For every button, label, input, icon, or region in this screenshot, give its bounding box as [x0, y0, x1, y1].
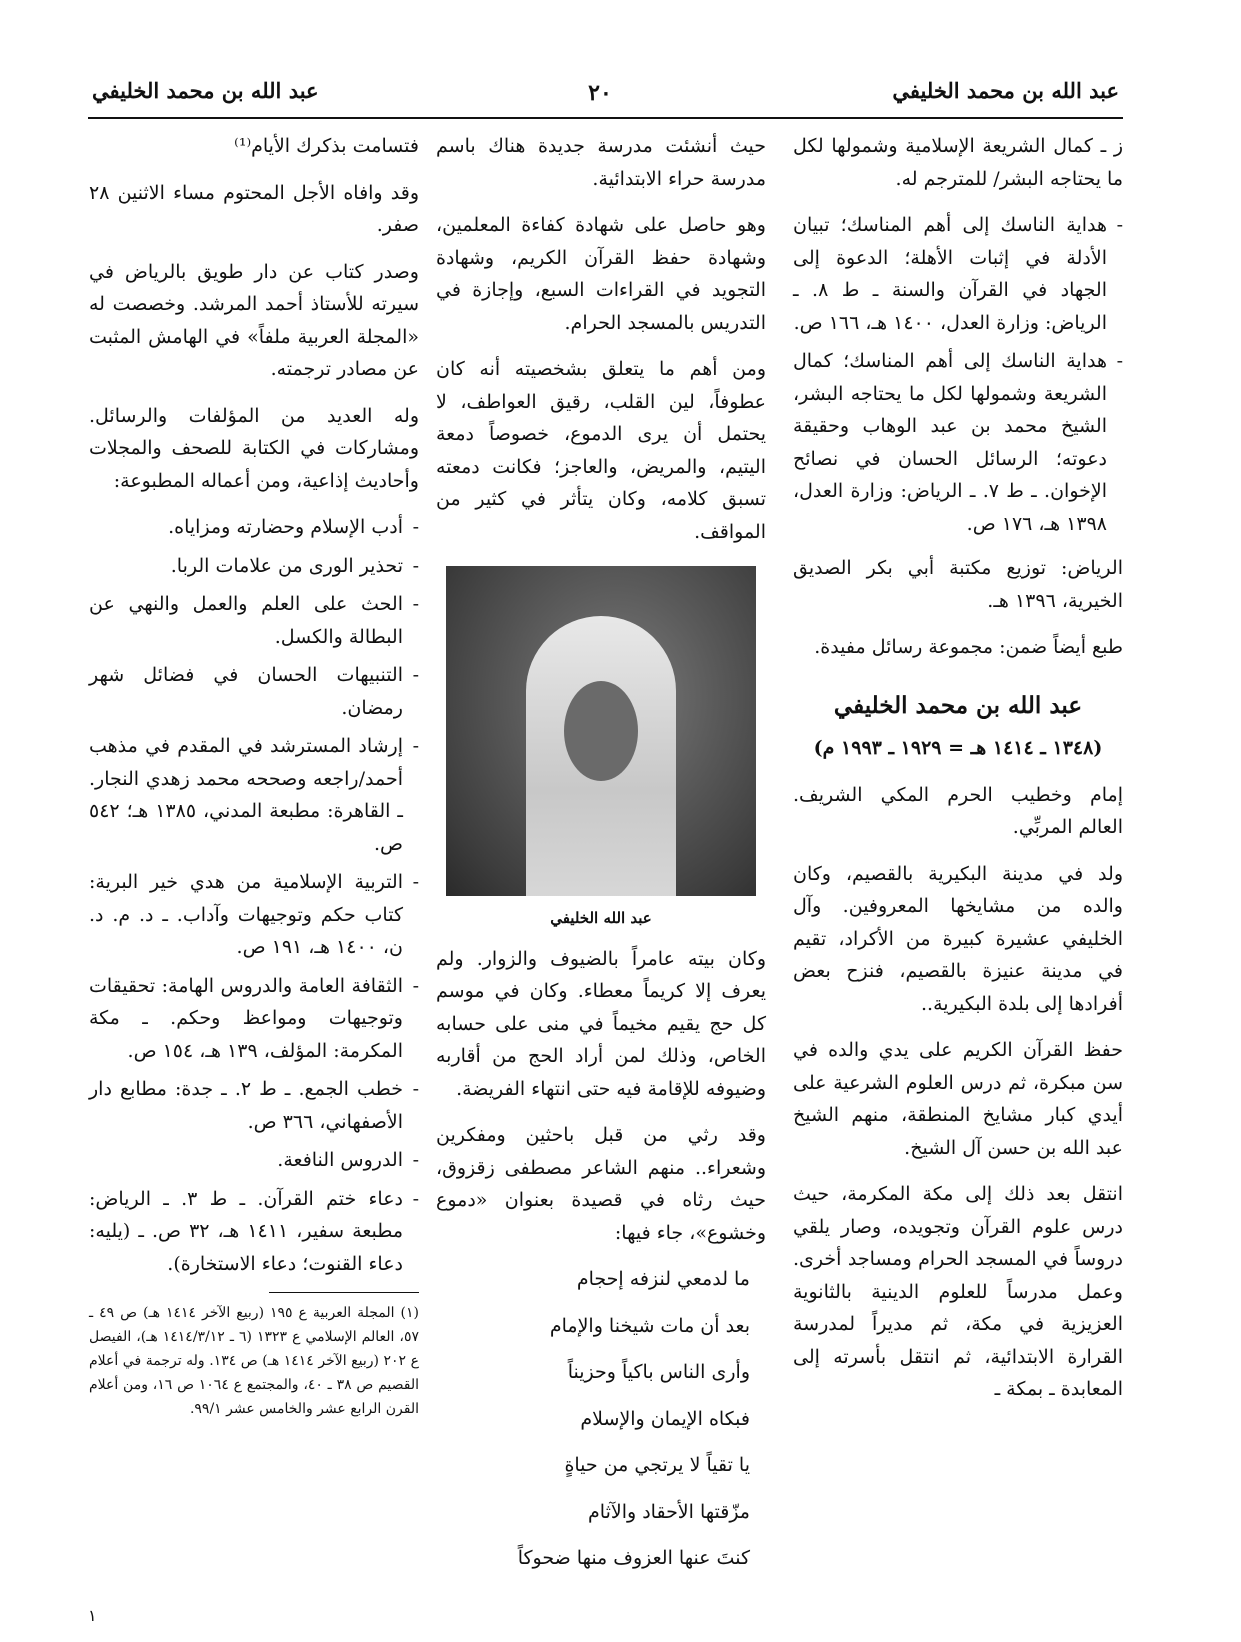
poem-line: مزّقتها الأحقاد والآثام: [588, 1500, 750, 1523]
list-item: - التربية الإسلامية من هدي خير البرية: كتاب حكم وتوجيهات وآداب. ـ د. م. د. ن، ١٤٠٠ هـ، ١٩١ ص.: [89, 866, 419, 964]
poem-line: ما لدمعي لنزفه إحجام: [576, 1268, 750, 1290]
paragraph: حيث أنشئت مدرسة جديدة هناك باسم مدرسة حراء الابتدائية.: [436, 135, 766, 190]
list-item: - إرشاد المسترشد في المقدم في مذهب أحمد/راجعه وصححه محمد زهدي النجار. ـ القاهرة: مطبعة المدني، ١٣٨٥ هـ؛ ٥٤٢ ص.: [89, 730, 419, 860]
paragraph: وقد رثي من قبل باحثين ومفكرين وشعراء.. منهم الشاعر مصطفى زقزوق، حيث رثاه في قصيدة بعنوان «دموع وخشوع»، جاء فيها:: [436, 1124, 766, 1244]
column-middle: [436, 130, 766, 1589]
paragraph: الرياض: توزيع مكتبة أبي بكر الصديق الخيرية، ١٣٩٦ هـ.: [793, 557, 1123, 612]
list-item: - هداية الناسك إلى أهم المناسك؛ كمال الشريعة وشمولها لكل ما يحتاجه البشر، الشيخ محمد بن عبد الوهاب وحقيقة دعوته؛ الرسائل الحسان في نصائح الإخوان. ـ ط ٧. ـ الرياض: وزارة العدل، ١٣٩٨ هـ، ١٧٦ ص.: [793, 345, 1123, 540]
list-item: - أدب الإسلام وحضارته ومزاياه.: [89, 511, 419, 544]
list-item: - الثقافة العامة والدروس الهامة: تحقيقات وتوجيهات ومواعظ وحكم. ـ مكة المكرمة: المؤلف، ١٣٩ هـ، ١٥٤ ص.: [89, 970, 419, 1068]
list-item: - الحث على العلم والعمل والنهي عن البطالة والكسل.: [89, 588, 419, 653]
poem-line: بعد أن مات شيخنا والإمام: [549, 1314, 750, 1337]
poem-line: يا تقياً لا يرتجي من حياةٍ: [564, 1454, 750, 1476]
paragraph: ومن أهم ما يتعلق بشخصيته أنه كان عطوفاً، لين القلب، رقيق العواطف، لا يحتمل أن يرى الدموع، خصوصاً دمعة اليتيم، والمريض، والعاجز؛ فكانت دمعته تسبق كلامه، وكان يتأثر في كثير من المواقف.: [436, 358, 766, 543]
page-mark: ١: [88, 1606, 97, 1625]
list-item: - هداية الناسك إلى أهم المناسك؛ تبيان الأدلة في إثبات الأهلة؛ الدعوة إلى الجهاد في القرآن والسنة ـ ط ٨. ـ الرياض: وزارة العدل، ١٤٠٠ هـ، ١٦٦ ص.: [793, 209, 1123, 339]
list-item: - خطب الجمع. ـ ط ٢. ـ جدة: مطابع دار الأصفهاني، ٣٦٦ ص.: [89, 1073, 419, 1138]
section-title: عبد الله بن محمد الخليفي: [833, 691, 1083, 719]
works-list: [89, 511, 419, 1280]
poem-line: فبكاه الإيمان والإسلام: [580, 1407, 750, 1430]
section-dates: (١٣٤٨ ـ ١٤١٤ هـ = ١٩٢٩ ـ ١٩٩٣ م): [813, 737, 1103, 759]
header-rule: [88, 117, 1123, 119]
paragraph: وله العديد من المؤلفات والرسائل. ومشاركات في الكتابة للصحف والمجلات وأحاديث إذاعية، ومن أعماله المطبوعة:: [89, 404, 419, 492]
column-left: [89, 130, 419, 1421]
column-right: [793, 130, 1123, 1420]
paragraph: انتقل بعد ذلك إلى مكة المكرمة، حيث درس علوم القرآن وتجويده، وصار يلقي دروساً في المسجد الحرام ومساجد أخرى. وعمل مدرساً للعلوم الدينية بالثانوية العزيزية في مكة، ثم مديراً لمدرسة القرارة الابتدائية، ثم انتقل بأسرته إلى المعابدة ـ بمكة ـ: [793, 1183, 1123, 1400]
paragraph: حفظ القرآن الكريم على يدي والده في سن مبكرة، ثم درس العلوم الشرعية على أيدي كبار مشايخ المنطقة، منهم الشيخ عبد الله بن حسن آل الشيخ.: [793, 1039, 1123, 1159]
list-item: - الدروس النافعة.: [89, 1144, 419, 1177]
paragraph: إمام وخطيب الحرم المكي الشريف. العالم المربِّي.: [793, 783, 1123, 838]
verse-end: فتسامت بذكرك الأيام⁽¹⁾: [234, 135, 419, 157]
footnote: (١) المجلة العربية ع ١٩٥ (ربيع الآخر ١٤١٤ هـ) ص ٤٩ ـ ٥٧، العالم الإسلامي ع ١٣٢٣ (٦ ـ ١٤١٤/٣/١٢ هـ)، الفيصل ع ٢٠٢ (ربيع الآخر ١٤١٤ هـ) ص ١٣٤. وله ترجمة في أعلام القصيم ص ٣٨ ـ ٤٠، والمجتمع ع ١٠٦٤ ص ١٦، ومن أعلام القرن الرابع عشر والخامس عشر ٩٩/١.: [89, 1305, 419, 1417]
paragraph: وهو حاصل على شهادة كفاءة المعلمين، وشهادة حفظ القرآن الكريم، وشهادة التجويد في القراءات السبع، وإجازة في التدريس بالمسجد الحرام.: [436, 214, 766, 334]
photo-caption: عبد الله الخليفي: [550, 909, 652, 927]
paragraph: وكان بيته عامراً بالضيوف والزوار. ولم يعرف إلا كريماً معطاء. وكان في موسم كل حج يقيم مخيماً في منى على حسابه الخاص، وذلك لمن أراد الحج من أقاربه وضيوفه للإقامة فيه حتى انتهاء الفريضة.: [436, 947, 766, 1100]
portrait-photo: [446, 566, 756, 896]
paragraph: ولد في مدينة البكيرية بالقصيم، وكان والده من مشايخها المعروفين. وآل الخليفي عشيرة كبيرة من الأكراد، تقيم في مدينة عنيزة بالقصيم، فنزح بعض أفرادها إلى بلدة البكيرية..: [793, 862, 1123, 1015]
page-number: ٢٠: [588, 80, 612, 106]
works-list-cont: [793, 209, 1123, 540]
paragraph: وقد وافاه الأجل المحتوم مساء الاثنين ٢٨ صفر.: [89, 181, 419, 236]
intro-item: ز ـ كمال الشريعة الإسلامية وشمولها لكل ما يحتاجه البشر/ للمترجم له.: [793, 135, 1123, 190]
photo-face: [564, 681, 638, 781]
list-item: - التنبيهات الحسان في فضائل شهر رمضان.: [89, 659, 419, 724]
list-item: - تحذير الورى من علامات الربا.: [89, 550, 419, 583]
running-header-right: عبد الله بن محمد الخليفي: [892, 78, 1119, 103]
list-item: - دعاء ختم القرآن. ـ ط ٣. ـ الرياض: مطبعة سفير، ١٤١١ هـ، ٣٢ ص. ـ (يليه: دعاء القنوت؛ دعاء الاستخارة).: [89, 1183, 419, 1281]
running-header-left: عبد الله بن محمد الخليفي: [92, 78, 319, 103]
poem-line: وأرى الناس باكياً وحزيناً: [567, 1361, 750, 1383]
poem: [436, 1263, 766, 1575]
paragraph: طبع أيضاً ضمن: مجموعة رسائل مفيدة.: [814, 636, 1123, 658]
paragraph: وصدر كتاب عن دار طويق بالرياض في سيرته للأستاذ أحمد المرشد. وخصصت له «المجلة العربية ملفاً» في الهامش المثبت عن مصادر ترجمته.: [89, 260, 419, 380]
footnote-rule: [269, 1292, 419, 1293]
poem-line: كنتَ عنها العزوف منها ضحوكاً: [517, 1547, 750, 1569]
